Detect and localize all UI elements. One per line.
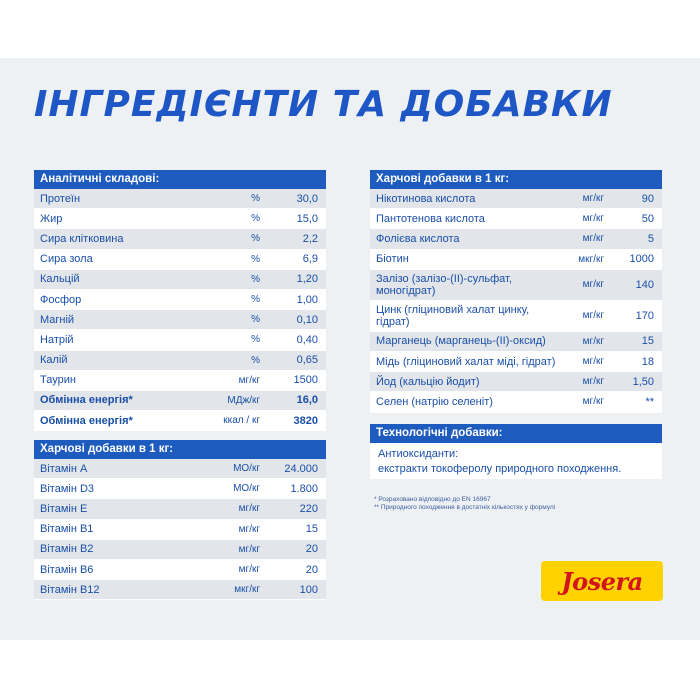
row-value: 18 bbox=[641, 355, 654, 368]
row-value: 2,2 bbox=[302, 232, 318, 245]
row-name: Фосфор bbox=[40, 293, 82, 306]
row-value: 20 bbox=[305, 543, 318, 556]
row-name: Йод (кальцію йодит) bbox=[376, 375, 480, 388]
row-value: ** bbox=[645, 395, 654, 408]
row-value: 0,10 bbox=[296, 313, 318, 326]
row-value: 15 bbox=[641, 335, 654, 348]
row-value: 0,65 bbox=[296, 354, 318, 367]
row-name: Обмінна енергія* bbox=[40, 414, 133, 427]
table-row bbox=[370, 352, 662, 372]
row-unit: мкг/кг bbox=[234, 584, 260, 596]
row-value: 220 bbox=[299, 502, 318, 515]
row-name: Пантотенова кислота bbox=[376, 212, 485, 225]
row-unit: % bbox=[251, 294, 260, 306]
row-name: Вітамін А bbox=[40, 462, 88, 475]
footnote-2: ** Природного походження в достатніх кількостях у формулі bbox=[374, 504, 556, 511]
minerals-table bbox=[370, 189, 662, 413]
row-unit: % bbox=[251, 253, 260, 265]
table-row bbox=[370, 392, 662, 412]
row-unit: % bbox=[251, 273, 260, 285]
row-value: 1.800 bbox=[290, 482, 318, 495]
table-row bbox=[34, 520, 326, 540]
row-unit: % bbox=[251, 193, 260, 205]
table-row bbox=[34, 229, 326, 249]
row-value: 90 bbox=[641, 192, 654, 205]
row-value: 24.000 bbox=[284, 462, 318, 475]
row-unit: МО/кг bbox=[233, 483, 260, 495]
analytical-panel bbox=[34, 170, 326, 431]
row-unit: мг/кг bbox=[238, 523, 260, 535]
table-row bbox=[34, 310, 326, 330]
table-row bbox=[370, 189, 662, 209]
vitamins-panel bbox=[34, 440, 326, 600]
row-value: 6,9 bbox=[302, 253, 318, 266]
row-value: 16,0 bbox=[296, 394, 318, 407]
row-value: 3820 bbox=[293, 414, 318, 427]
row-unit: мг/кг bbox=[582, 279, 604, 291]
table-row bbox=[370, 250, 662, 270]
row-name: Залізо (залізо-(II)-сульфат, моногідрат) bbox=[376, 272, 512, 297]
table-row bbox=[34, 250, 326, 270]
row-value: 1,20 bbox=[296, 273, 318, 286]
technological-line-1: Антиоксиданти: bbox=[378, 448, 459, 460]
row-value: 5 bbox=[647, 232, 654, 245]
row-name: Цинк (гліциновий халат цинку, гідрат) bbox=[376, 303, 530, 328]
table-row bbox=[34, 580, 326, 600]
table-row bbox=[34, 540, 326, 560]
table-row bbox=[370, 372, 662, 392]
table-row bbox=[370, 229, 662, 249]
table-row bbox=[34, 479, 326, 499]
row-value: 1500 bbox=[293, 374, 318, 387]
row-unit: % bbox=[251, 233, 260, 245]
row-unit: мг/кг bbox=[582, 193, 604, 205]
table-row bbox=[34, 411, 326, 431]
row-value: 100 bbox=[299, 583, 318, 596]
row-value: 20 bbox=[305, 563, 318, 576]
row-name: Вітамін D3 bbox=[40, 482, 95, 495]
row-unit: мг/кг bbox=[582, 335, 604, 347]
table-row bbox=[34, 459, 326, 479]
table-row bbox=[34, 560, 326, 580]
row-value: 0,40 bbox=[296, 333, 318, 346]
table-row bbox=[34, 270, 326, 290]
row-unit: % bbox=[251, 334, 260, 346]
row-unit: мг/кг bbox=[582, 213, 604, 225]
row-unit: мг/кг bbox=[238, 543, 260, 555]
table-row bbox=[370, 209, 662, 229]
row-value: 140 bbox=[635, 278, 654, 291]
row-name: Кальцій bbox=[40, 273, 80, 286]
row-name: Вітамін В1 bbox=[40, 523, 94, 536]
table-row bbox=[34, 330, 326, 350]
row-unit: мг/кг bbox=[582, 356, 604, 368]
row-name: Вітамін В6 bbox=[40, 563, 94, 576]
row-unit: % bbox=[251, 354, 260, 366]
row-value: 1,00 bbox=[296, 293, 318, 306]
row-unit: % bbox=[251, 314, 260, 326]
vitamins-table bbox=[34, 459, 326, 600]
technological-header: Технологічні добавки: bbox=[370, 424, 662, 443]
analytical-table bbox=[34, 189, 326, 431]
row-unit: мг/кг bbox=[582, 396, 604, 408]
row-name: Таурин bbox=[40, 374, 76, 387]
technological-body bbox=[370, 443, 662, 479]
row-name: Сира клітковина bbox=[40, 232, 124, 245]
row-name: Жир bbox=[40, 212, 63, 225]
row-value: 30,0 bbox=[296, 192, 318, 205]
table-row bbox=[370, 270, 662, 301]
row-unit: мкг/кг bbox=[578, 253, 604, 265]
row-unit: МО/кг bbox=[233, 463, 260, 475]
row-name: Вітамін Е bbox=[40, 502, 88, 515]
row-value: 170 bbox=[635, 309, 654, 322]
table-row bbox=[34, 189, 326, 209]
table-row bbox=[34, 290, 326, 310]
page-title: ІНГРЕДІЄНТИ ТА ДОБАВКИ bbox=[34, 84, 613, 125]
row-name: Сира зола bbox=[40, 253, 93, 266]
table-row bbox=[370, 332, 662, 352]
minerals-panel bbox=[370, 170, 662, 413]
row-value: 1,50 bbox=[632, 375, 654, 388]
table-row bbox=[34, 391, 326, 411]
row-name: Марганець (марганець-(II)-оксид) bbox=[376, 335, 546, 348]
row-unit: % bbox=[251, 213, 260, 225]
row-unit: мг/кг bbox=[238, 374, 260, 386]
table-row bbox=[370, 301, 662, 332]
row-unit: мг/кг bbox=[238, 564, 260, 576]
technological-line-2: екстракти токоферолу природного походження. bbox=[378, 463, 622, 475]
analytical-header: Аналітичні складові: bbox=[34, 170, 326, 189]
row-name: Натрій bbox=[40, 333, 74, 346]
row-unit: мг/кг bbox=[582, 233, 604, 245]
row-name: Селен (натрію селеніт) bbox=[376, 395, 493, 408]
row-value: 50 bbox=[641, 212, 654, 225]
row-name: Вітамін В12 bbox=[40, 583, 100, 596]
table-row bbox=[34, 351, 326, 371]
table-row bbox=[34, 371, 326, 391]
row-name: Протеїн bbox=[40, 192, 81, 205]
row-name: Нікотинова кислота bbox=[376, 192, 476, 205]
row-name: Обмінна енергія* bbox=[40, 394, 133, 407]
table-row bbox=[34, 499, 326, 519]
row-name: Мідь (гліциновий халат міді, гідрат) bbox=[376, 355, 556, 368]
row-name: Вітамін В2 bbox=[40, 543, 94, 556]
minerals-header: Харчові добавки в 1 кг: bbox=[370, 170, 662, 189]
row-value: 15,0 bbox=[296, 212, 318, 225]
vitamins-header: Харчові добавки в 1 кг: bbox=[34, 440, 326, 459]
row-name: Магній bbox=[40, 313, 75, 326]
footnote-1: * Розраховано відповідно до EN 16967 bbox=[374, 496, 491, 503]
row-name: Фолієва кислота bbox=[376, 232, 460, 245]
row-unit: МДж/кг bbox=[227, 394, 260, 406]
row-unit: мг/кг bbox=[582, 310, 604, 322]
row-unit: ккал / кг bbox=[223, 415, 260, 427]
row-name: Біотин bbox=[376, 253, 409, 266]
row-value: 15 bbox=[305, 523, 318, 536]
row-name: Калій bbox=[40, 354, 68, 367]
row-unit: мг/кг bbox=[238, 503, 260, 515]
josera-logo bbox=[541, 561, 663, 601]
technological-panel bbox=[370, 424, 662, 479]
logo-text: Josera bbox=[561, 566, 643, 596]
row-unit: мг/кг bbox=[582, 376, 604, 388]
table-row bbox=[34, 209, 326, 229]
row-value: 1000 bbox=[629, 253, 654, 266]
